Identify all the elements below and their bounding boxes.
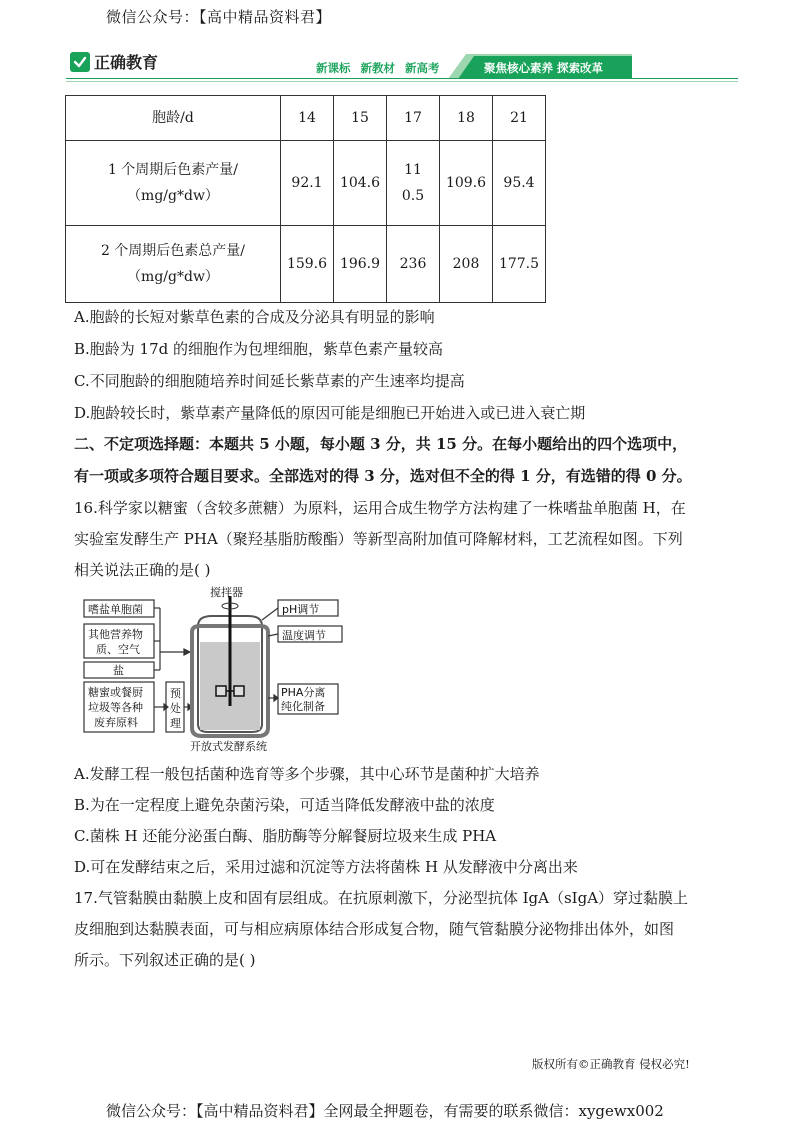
pha-label: PHA分离	[281, 686, 326, 699]
row-label-line: （mg/g*dw）	[127, 188, 219, 204]
pretreatment-label: 预	[170, 687, 181, 700]
question-stem: 所示。下列叙述正确的是( )	[74, 951, 256, 969]
row-label-line: （mg/g*dw）	[127, 269, 219, 285]
header-wechat-text: 微信公众号：【高中精品资料君】	[106, 8, 332, 26]
header-tag: 新高考	[405, 61, 440, 75]
pretreatment-label: 理	[170, 717, 181, 730]
copyright-text: 版权所有©正确教育 侵权必究!	[532, 1057, 690, 1071]
pretreatment-label: 处	[170, 702, 181, 715]
table-cell: 196.9	[334, 226, 387, 303]
table-cell: 17	[387, 96, 440, 141]
table-row	[66, 141, 546, 226]
header-tags	[316, 60, 446, 76]
table-cell	[66, 141, 281, 226]
table-cell: 15	[334, 96, 387, 141]
row-label-line: 1 个周期后色素产量/	[107, 162, 239, 178]
table-cell: 92.1	[281, 141, 334, 226]
feedstock-label: 糖蜜或餐厨	[88, 686, 143, 699]
section-heading: 二、不定项选择题：本题共 5 小题，每小题 3 分，共 15 分。在每小题给出的四个选项中，	[74, 435, 688, 453]
brand-logo	[70, 50, 158, 73]
nutrients-label: 其他营养物	[88, 628, 143, 641]
feedstock-label: 废弃原料	[94, 716, 138, 729]
table-cell: 109.6	[440, 141, 493, 226]
question-stem: 16.科学家以糖蜜（含较多蔗糖）为原料，运用合成生物学方法构建了一株嗜盐单胞菌 H，在	[74, 499, 686, 517]
table-cell: 236	[387, 226, 440, 303]
row-label-line: 2 个周期后色素总产量/	[100, 243, 246, 259]
option-c: C.不同胞龄的细胞随培养时间延长紫草素的产生速率均提高	[74, 372, 465, 390]
stirrer-label: 搅拌器	[210, 586, 243, 599]
fermentation-diagram	[82, 586, 362, 756]
salt-label: 盐	[113, 664, 124, 677]
header-divider	[66, 78, 738, 79]
footer-wechat-text: 微信公众号：【高中精品资料君】全网最全押题卷，有需要的联系微信：xygewx002	[106, 1102, 664, 1120]
header-banner-text: 聚焦核心素养 探索改革	[484, 61, 604, 75]
section-heading: 有一项或多项符合题目要求。全部选对的得 3 分，选对但不全的得 1 分，有选错的得 0 分。	[74, 467, 692, 485]
table-cell: 159.6	[281, 226, 334, 303]
table-cell: 104.6	[334, 141, 387, 226]
figure-caption: 开放式发酵系统	[190, 740, 267, 753]
table-cell: 177.5	[493, 226, 546, 303]
pigment-yield-table	[65, 95, 546, 303]
option-c: C.菌株 H 还能分泌蛋白酶、脂肪酶等分解餐厨垃圾来生成 PHA	[74, 827, 497, 845]
option-b: B.为在一定程度上避免杂菌污染，可适当降低发酵液中盐的浓度	[74, 796, 495, 814]
nutrients-label: 质、空气	[96, 643, 140, 656]
header-divider-light	[66, 81, 738, 82]
option-b: B.胞龄为 17d 的细胞作为包埋细胞，紫草色素产量较高	[74, 340, 444, 358]
table-cell: 208	[440, 226, 493, 303]
option-a: A.发酵工程一般包括菌种选育等多个步骤，其中心环节是菌种扩大培养	[74, 765, 540, 783]
header-tag: 新课标	[316, 61, 351, 75]
pha-label: 纯化制备	[281, 700, 325, 713]
table-cell: 18	[440, 96, 493, 141]
feedstock-label: 垃圾等各种	[88, 701, 143, 714]
table-cell: 95.4	[493, 141, 546, 226]
option-d: D.可在发酵结束之后，采用过滤和沉淀等方法将菌株 H 从发酵液中分离出来	[74, 858, 578, 876]
temp-label: 温度调节	[282, 629, 326, 642]
strain-label: 嗜盐单胞菌	[88, 603, 143, 616]
question-stem: 相关说法正确的是( )	[74, 561, 211, 579]
table-cell	[387, 141, 440, 226]
table-row	[66, 226, 546, 303]
table-cell	[66, 226, 281, 303]
table-cell: 胞龄/d	[66, 96, 281, 141]
brand-name: 正确教育	[94, 53, 159, 72]
table-row	[66, 96, 546, 141]
question-stem: 实验室发酵生产 PHA（聚羟基脂肪酸酯）等新型高附加值可降解材料，工艺流程如图。下列	[74, 530, 683, 548]
cell-value: 110.5	[401, 162, 425, 204]
table-cell: 14	[281, 96, 334, 141]
option-d: D.胞龄较长时，紫草素产量降低的原因可能是细胞已开始进入或已进入衰亡期	[74, 404, 586, 422]
table-cell: 21	[493, 96, 546, 141]
question-stem: 17.气管黏膜由黏膜上皮和固有层组成。在抗原刺激下，分泌型抗体 IgA（sIgA）穿过黏膜上	[74, 889, 689, 907]
option-a: A.胞龄的长短对紫草色素的合成及分泌具有明显的影响	[74, 308, 435, 326]
ph-label: pH调节	[282, 603, 320, 616]
check-icon	[70, 52, 90, 72]
header-tag: 新教材	[360, 61, 396, 75]
question-stem: 皮细胞到达黏膜表面，可与相应病原体结合形成复合物，随气管黏膜分泌物排出体外，如图	[74, 920, 675, 938]
